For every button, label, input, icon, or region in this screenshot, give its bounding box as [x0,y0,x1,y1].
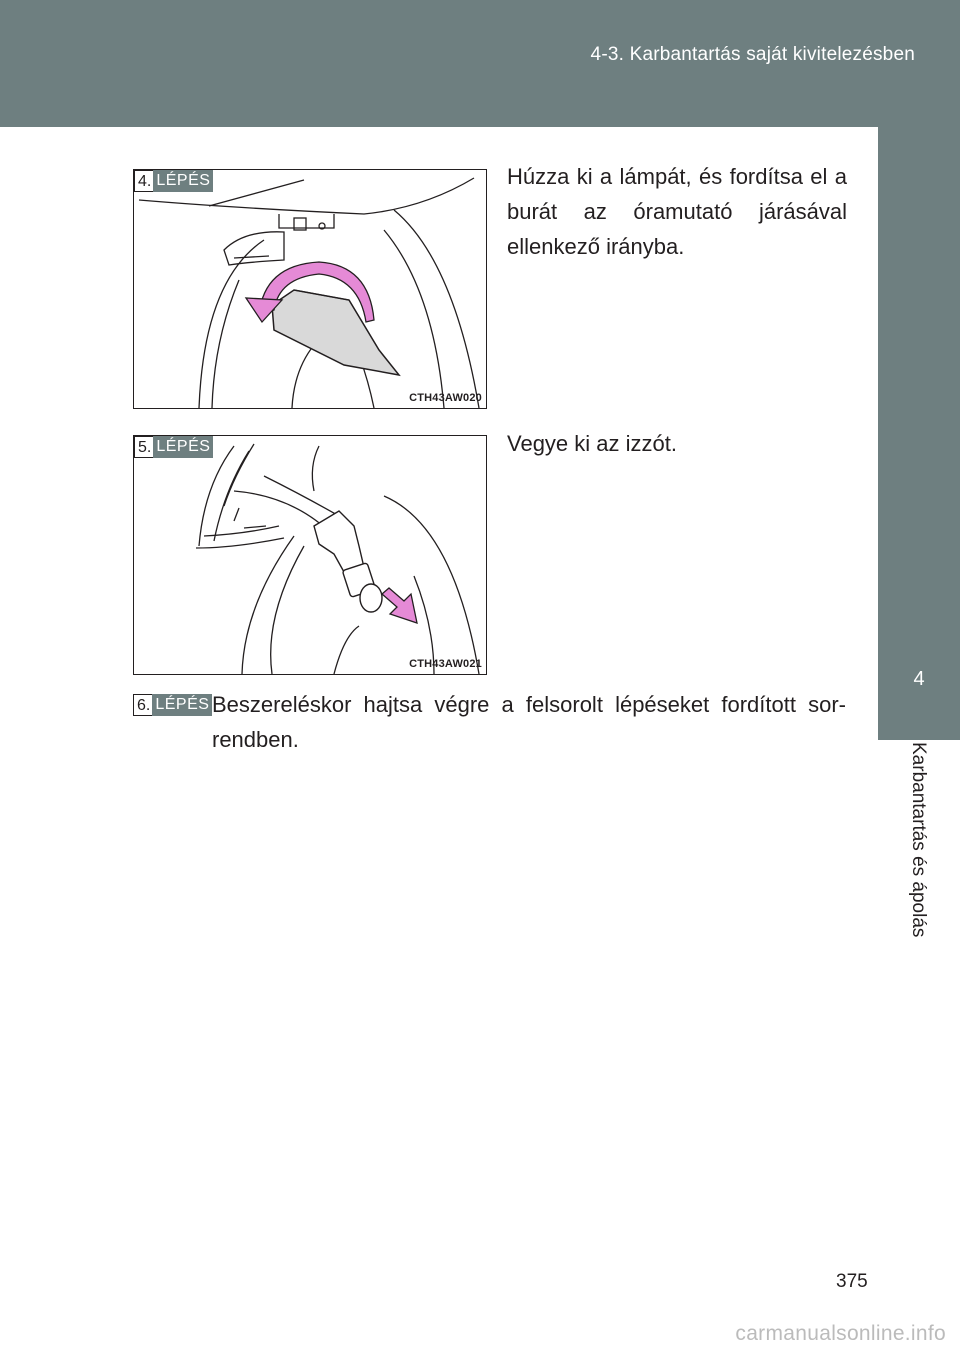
step-4-number: 4. [134,170,153,192]
page-header [0,0,960,127]
step-4-word: LÉPÉS [153,170,213,192]
chapter-label: Karbantartás és ápolás [908,742,929,938]
figure-code: CTH43AW021 [409,658,482,670]
bulb-removal-illustration [134,436,486,674]
watermark: carmanualsonline.info [735,1322,946,1345]
step-4-figure [133,169,487,409]
page-number: 375 [836,1271,868,1292]
step-5-text: Vegye ki az izzót. [507,431,677,456]
step-5-badge [134,436,213,458]
step-6-badge [133,694,212,716]
step-5-figure [133,435,487,675]
step-4-badge [134,170,213,192]
step-5-number: 5. [134,436,153,458]
step-5-word: LÉPÉS [153,436,213,458]
section-title: 4-3. Karbantartás saját kivitelezésben [590,44,915,65]
chapter-side-tab [878,127,960,740]
step-6-text: Beszereléskor hajtsa végre a felsorolt lépéseket fordított sor-rendben. [212,692,846,752]
chapter-number: 4 [913,668,925,690]
figure-code: CTH43AW020 [409,392,482,404]
step-6-number: 6. [133,694,152,716]
lamp-cover-illustration [134,170,486,408]
step-6-word: LÉPÉS [152,694,212,716]
step-4-text: Húzza ki a lámpát, és fordítsa el a burát az óramutató járásával ellenkező irányba. [507,164,847,259]
